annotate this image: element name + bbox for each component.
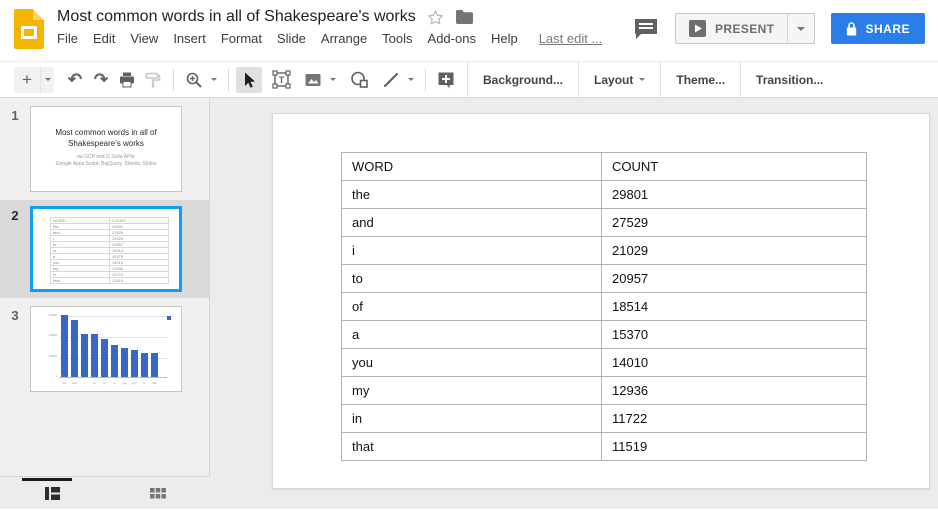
present-label: PRESENT: [715, 21, 775, 36]
mini-table-row: of 18514: [51, 248, 169, 254]
mini-table-row: my 12936: [51, 266, 169, 272]
background-label: Background...: [483, 72, 564, 87]
thumb2-mini-table: [50, 217, 169, 284]
menu-insert[interactable]: Insert: [173, 31, 206, 46]
slide-editor[interactable]: [272, 113, 930, 489]
cursor-icon: [240, 71, 258, 89]
text-box-icon: [272, 70, 291, 89]
count-cell[interactable]: 21029: [602, 237, 867, 265]
menu-tools[interactable]: Tools: [382, 31, 413, 46]
table-row: [342, 237, 867, 265]
word-cell[interactable]: i: [342, 237, 602, 265]
line-icon: [382, 71, 400, 89]
background-button[interactable]: [470, 61, 576, 98]
mini-table-row: you 14010: [51, 260, 169, 266]
grid-view-button[interactable]: [105, 488, 210, 499]
chart-bars: [61, 315, 158, 377]
slide-thumbnail-2[interactable]: [30, 206, 182, 292]
print-icon: [118, 71, 136, 89]
slides-logo[interactable]: [14, 9, 44, 49]
chevron-down-icon: [408, 78, 414, 81]
lock-icon: [846, 22, 857, 36]
chart-bar: [101, 339, 108, 377]
slide-number: 1: [11, 108, 19, 123]
image-dropdown[interactable]: [326, 67, 340, 93]
chart-x-labels: the and i to of a you my in that: [62, 381, 157, 385]
chart-bar: [151, 353, 158, 377]
theme-label: Theme...: [676, 72, 726, 87]
mini-table-row: that 11519: [51, 278, 169, 284]
last-edit-link[interactable]: Last edit ...: [538, 31, 603, 46]
chart-bar: [111, 345, 118, 377]
zoom-button[interactable]: [181, 67, 207, 93]
present-dropdown[interactable]: [787, 14, 814, 43]
undo-icon: ↶: [67, 70, 83, 89]
line-tool-button[interactable]: [378, 67, 404, 93]
chevron-down-icon: [797, 27, 805, 31]
table-row: [342, 405, 867, 433]
slide-thumbnail-1[interactable]: [30, 106, 182, 192]
share-label: SHARE: [865, 21, 910, 36]
slide-table: [341, 152, 867, 461]
insert-image-button[interactable]: [300, 67, 326, 93]
chart-bar: [71, 320, 78, 377]
comments-icon[interactable]: [633, 17, 659, 40]
chart-y-ticks: 30000 20000 10000 0: [48, 313, 57, 378]
folder-icon[interactable]: [455, 9, 474, 25]
table-row: [342, 349, 867, 377]
new-slide-dropdown[interactable]: [40, 67, 54, 93]
count-cell[interactable]: 11519: [602, 433, 867, 461]
menu-edit[interactable]: Edit: [92, 31, 116, 46]
chevron-down-icon: [211, 78, 217, 81]
present-button[interactable]: [676, 14, 787, 43]
chart-bar: [81, 334, 88, 377]
menu-arrange[interactable]: Arrange: [320, 31, 368, 46]
count-cell[interactable]: 12936: [602, 377, 867, 405]
toolbar: [0, 61, 938, 98]
transition-button[interactable]: [743, 61, 836, 98]
slide-canvas[interactable]: [211, 98, 938, 509]
slide-thumbnail-row-2: [0, 200, 209, 298]
slide-thumbnail-row-1: [0, 98, 209, 200]
chart-bar: [141, 353, 148, 377]
line-dropdown[interactable]: [404, 67, 418, 93]
chart-bar: [61, 315, 68, 377]
menu-addons[interactable]: Add-ons: [427, 31, 476, 46]
top-bar: [0, 0, 938, 61]
filmstrip-panel: [0, 98, 210, 476]
table-row: [342, 293, 867, 321]
chevron-down-icon: [330, 78, 336, 81]
word-cell[interactable]: that: [342, 433, 602, 461]
table-row: [342, 377, 867, 405]
layout-button[interactable]: [581, 61, 658, 98]
mini-table-row: WORD COUNT: [51, 218, 169, 224]
filmstrip-view-button[interactable]: [0, 486, 105, 501]
share-button[interactable]: [831, 13, 925, 44]
menu-view[interactable]: View: [130, 31, 159, 46]
count-cell[interactable]: 14010: [602, 349, 867, 377]
theme-button[interactable]: [663, 61, 738, 98]
mini-table-row: to 20957: [51, 242, 169, 248]
paint-format-button[interactable]: [140, 67, 166, 93]
chart-bar: [131, 350, 138, 377]
grid-view-icon: [150, 488, 166, 499]
redo-button[interactable]: [88, 67, 114, 93]
count-cell[interactable]: 15370: [602, 321, 867, 349]
slide-thumbnail-row-3: [0, 298, 209, 400]
undo-button[interactable]: [62, 67, 88, 93]
mini-table-row: a 15370: [51, 254, 169, 260]
select-tool-button[interactable]: [236, 67, 262, 93]
word-cell[interactable]: to: [342, 265, 602, 293]
doc-title[interactable]: Most common words in all of Shakespeare's works: [57, 8, 416, 25]
play-icon: [689, 20, 706, 37]
logo-glyph: [21, 26, 37, 39]
table-row: [342, 181, 867, 209]
menu-slide[interactable]: Slide: [277, 31, 306, 46]
shape-button[interactable]: [346, 67, 372, 93]
slide-number: 2: [11, 208, 19, 223]
menu-format[interactable]: Format: [220, 31, 262, 46]
slide-number: 3: [11, 308, 19, 323]
table-header-row: [342, 153, 867, 181]
count-cell[interactable]: 18514: [602, 293, 867, 321]
shape-icon: [350, 70, 369, 89]
new-slide-button[interactable]: [14, 67, 40, 93]
chart-plot: [59, 316, 167, 378]
content-area: [0, 98, 938, 509]
thumb1-subtitle: via GCP and G Suite APIs: Google Apps Script, BigQuery, Sheets, Slides: [55, 153, 157, 168]
chevron-down-icon: [45, 78, 51, 81]
layout-label: Layout: [594, 72, 634, 87]
star-icon[interactable]: [427, 9, 444, 26]
count-cell[interactable]: 11722: [602, 405, 867, 433]
word-cell[interactable]: of: [342, 293, 602, 321]
word-cell[interactable]: and: [342, 209, 602, 237]
word-cell[interactable]: you: [342, 349, 602, 377]
print-button[interactable]: [114, 67, 140, 93]
chevron-down-icon: [639, 78, 645, 81]
count-cell[interactable]: 29801: [602, 181, 867, 209]
add-comment-icon: [436, 70, 456, 90]
menu-bar: [57, 31, 533, 46]
word-cell[interactable]: my: [342, 377, 602, 405]
word-cell[interactable]: a: [342, 321, 602, 349]
mini-table-row: and 27529: [51, 230, 169, 236]
word-cell[interactable]: in: [342, 405, 602, 433]
plus-icon: +: [22, 70, 32, 89]
paint-roller-icon: [144, 71, 162, 89]
table-row: [342, 209, 867, 237]
text-box-button[interactable]: [268, 67, 294, 93]
table-row: [342, 321, 867, 349]
count-cell[interactable]: 20957: [602, 265, 867, 293]
image-icon: [304, 71, 322, 89]
chart-bar: [91, 334, 98, 377]
insert-comment-button[interactable]: [433, 67, 459, 93]
chart-bar: [121, 348, 128, 377]
svg-text:T: T: [278, 75, 284, 85]
zoom-dropdown[interactable]: [207, 67, 221, 93]
present-button-group: [675, 13, 815, 44]
menu-file[interactable]: File: [57, 31, 78, 46]
word-cell[interactable]: WORD: [342, 153, 602, 181]
filmstrip-view-icon: [44, 486, 61, 501]
slide-thumbnail-3[interactable]: [30, 306, 182, 392]
table-row: [342, 433, 867, 461]
chart-legend-swatch: [167, 316, 171, 320]
filmstrip-bottom-bar: [0, 476, 210, 509]
word-cell[interactable]: the: [342, 181, 602, 209]
mini-table-row: i 21029: [51, 236, 169, 242]
mini-table-row: the 29801: [51, 224, 169, 230]
count-cell[interactable]: 27529: [602, 209, 867, 237]
transition-label: Transition...: [756, 72, 824, 87]
count-cell[interactable]: COUNT: [602, 153, 867, 181]
table-row: [342, 265, 867, 293]
active-view-indicator: [22, 478, 72, 481]
thumb3-mini-chart: [45, 314, 171, 383]
redo-icon: ↷: [93, 70, 109, 89]
mini-table-row: in 11722: [51, 272, 169, 278]
thumb1-title: Most common words in all of Shakespeare's works: [55, 128, 157, 148]
zoom-in-icon: [185, 71, 203, 89]
logo-fold: [33, 9, 44, 20]
menu-help[interactable]: Help: [490, 31, 518, 46]
